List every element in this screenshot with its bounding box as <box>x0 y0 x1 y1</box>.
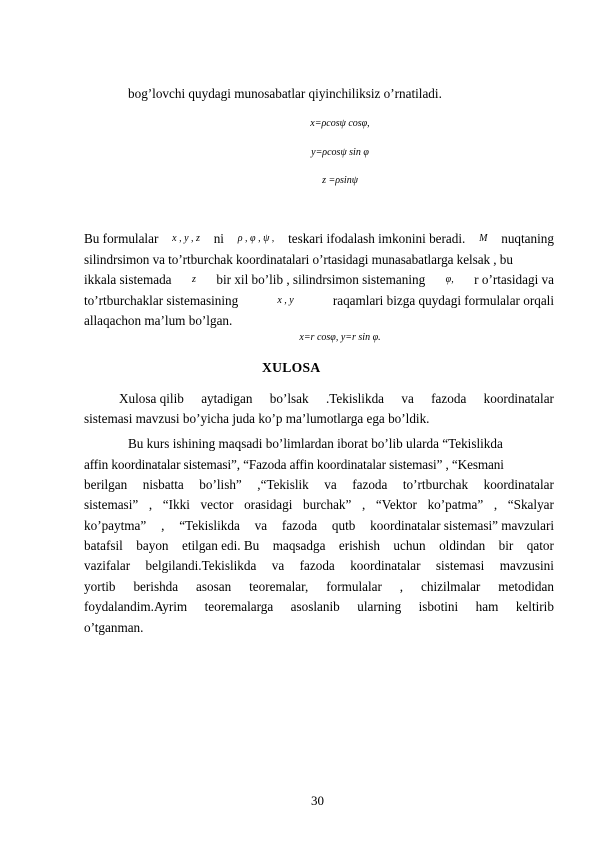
para3-line4 <box>84 497 554 513</box>
text-span: teoremalarga <box>204 599 274 614</box>
text-span: raqamlari bizga quydagi formulalar orqali <box>332 293 554 308</box>
text-span: koordinatalar sistemasi” mavzulari <box>370 518 554 533</box>
text-span: koordinatalar <box>483 391 554 406</box>
formula-y: y=ρcosψ sin φ <box>311 147 369 158</box>
text-span: fazoda <box>431 391 467 406</box>
text-span: ularning <box>357 599 402 614</box>
text-span: qutb <box>331 518 356 533</box>
text-span: vector <box>200 497 234 512</box>
text-span: foydalandim.Ayrim <box>84 599 188 614</box>
text-span: chizilmalar <box>421 579 481 594</box>
text-span: oldindan <box>439 538 486 553</box>
text-span: sistemasi” <box>84 497 139 512</box>
para3-line9 <box>84 599 554 615</box>
text-span: asoslanib <box>290 599 340 614</box>
para1-line3 <box>84 272 554 288</box>
text-span: ko’paytma” <box>84 518 147 533</box>
page-number: 30 <box>311 793 324 808</box>
text-span: ham <box>475 599 499 614</box>
text-span: va <box>324 477 337 492</box>
math-var: z <box>192 274 196 285</box>
text-span: va <box>254 518 268 533</box>
text-span: metodidan <box>498 579 554 594</box>
math-var: M <box>479 233 488 244</box>
text-span: belgilandi.Tekislikda <box>145 558 257 573</box>
para3-line8 <box>84 579 554 595</box>
text-span: sistemasi <box>435 558 485 573</box>
text-span: bir xil bo’lib , silindrsimon sistemaning <box>216 272 426 287</box>
text-span: batafsil <box>84 538 123 553</box>
text-span: va <box>271 558 285 573</box>
para1-line5: allaqachon ma’lum bo’lgan. <box>84 313 233 328</box>
math-var: ρ , φ , ψ , <box>237 233 275 244</box>
text-span: to’rtburchak <box>402 477 469 492</box>
math-var: x , y <box>277 295 294 306</box>
para3-line5 <box>84 518 554 534</box>
text-span: .Tekislikda <box>325 391 385 406</box>
text-span: ,“Tekislik <box>257 477 309 492</box>
intro-line: bog’lovchi quydagi munosabatlar qiyinchiliksiz o’rnatiladi. <box>128 86 442 101</box>
text-span: , <box>161 518 165 533</box>
text-span: berishda <box>133 579 179 594</box>
text-span: qator <box>526 538 554 553</box>
text-span: “Tekislikda <box>179 518 240 533</box>
text-span: to’rtburchaklar sistemasining <box>84 293 239 308</box>
text-span: teskari ifodalash imkonini beradi. <box>288 231 466 246</box>
text-span: , <box>148 497 153 512</box>
text-span: mavzusini <box>499 558 554 573</box>
para1-line4 <box>84 293 554 309</box>
para1-line1 <box>84 231 554 247</box>
text-span: Bu formulalar <box>84 231 159 246</box>
section-heading: XULOSA <box>262 360 321 375</box>
text-span: burchak” <box>303 497 352 512</box>
text-span: nisbatta <box>142 477 184 492</box>
text-span: bo’lsak <box>269 391 309 406</box>
text-span: keltirib <box>515 599 554 614</box>
para3-line2: affin koordinatalar sistemasi”, “Fazoda affin koordinatalar sistemasi” , “Kesmani <box>84 457 504 472</box>
text-span: bir <box>498 538 514 553</box>
text-span: r o’rtasidagi va <box>474 272 554 287</box>
text-span: maqsadga <box>272 538 326 553</box>
text-span: orasidagi <box>244 497 293 512</box>
text-span: va <box>401 391 414 406</box>
text-span: , <box>362 497 366 512</box>
text-span: koordinatalar <box>350 558 421 573</box>
text-span: , <box>399 579 404 594</box>
text-span: uchun <box>393 538 426 553</box>
text-span: bo’lish” <box>199 477 242 492</box>
text-span: asosan <box>196 579 232 594</box>
para1-line2: silindrsimon va to’rtburchak koordinatalari o’rtasidagi munasabatlarga kelsak , bu <box>84 252 513 267</box>
para2-line1 <box>119 391 554 407</box>
text-span: “Ikki <box>162 497 190 512</box>
para3-line7 <box>84 558 554 574</box>
text-span: formulalar <box>326 579 382 594</box>
text-span: “Vektor <box>375 497 417 512</box>
text-span: fazoda <box>299 558 335 573</box>
text-span: Xulosa qilib <box>119 391 184 406</box>
text-span: isbotini <box>418 599 459 614</box>
formula-x: x=ρcosψ cosφ, <box>310 118 370 129</box>
formula-polar: x=r cosφ, y=r sin φ. <box>299 332 381 343</box>
math-var: φ, <box>445 274 454 285</box>
para3-line1: Bu kurs ishining maqsadi bo’limlardan iborat bo’lib ularda “Tekislikda <box>128 436 503 451</box>
para2-line2: sistemasi mavzusi bo’yicha juda ko’p ma’lumotlarga ega bo’ldik. <box>84 411 430 426</box>
math-var: x , y , z <box>172 233 200 244</box>
text-span: etilgan edi. Bu <box>181 538 260 553</box>
formula-z: z =ρsinψ <box>322 175 358 186</box>
para3-line3 <box>84 477 554 493</box>
text-span: aytadigan <box>201 391 253 406</box>
text-span: ni <box>213 231 224 246</box>
text-span: vazifalar <box>84 558 131 573</box>
text-span: ko’patma” <box>427 497 484 512</box>
para3-line10: o’tganman. <box>84 620 144 635</box>
text-span: koordinatalar <box>483 477 554 492</box>
text-span: nuqtaning <box>501 231 554 246</box>
text-span: berilgan <box>84 477 128 492</box>
text-span: teoremalar, <box>249 579 309 594</box>
para3-line6 <box>84 538 554 554</box>
text-span: fazoda <box>352 477 388 492</box>
text-span: “Skalyar <box>507 497 554 512</box>
text-span: bayon <box>136 538 169 553</box>
text-span: erishish <box>338 538 380 553</box>
text-span: yortib <box>84 579 116 594</box>
text-span: ikkala sistemada <box>84 272 172 287</box>
text-span: , <box>493 497 498 512</box>
text-span: fazoda <box>281 518 318 533</box>
